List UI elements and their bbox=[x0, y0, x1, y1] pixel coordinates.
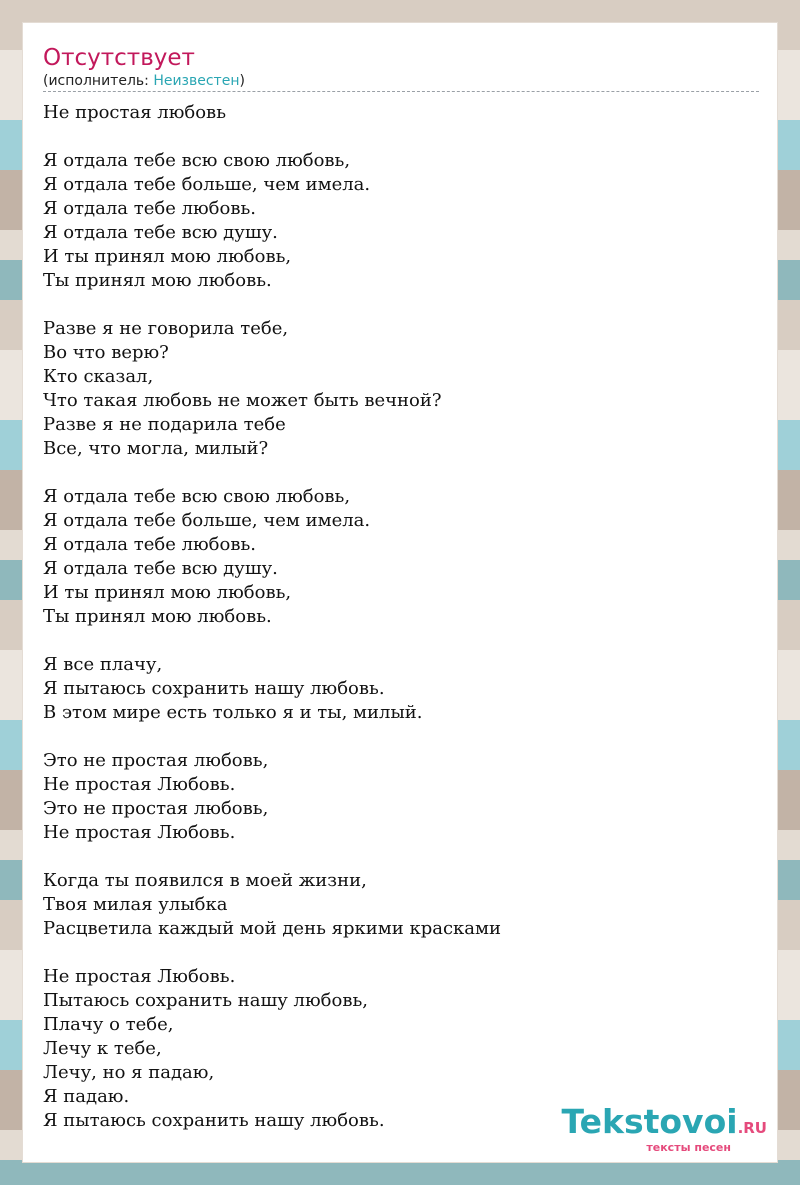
lyrics-line: Что такая любовь не может быть вечной? bbox=[43, 390, 442, 411]
lyrics-line: Не простая Любовь. bbox=[43, 822, 236, 843]
lyrics-line: Я отдала тебе больше, чем имела. bbox=[43, 510, 371, 531]
artist-suffix: ) bbox=[239, 73, 245, 89]
lyrics-blank-line bbox=[43, 293, 759, 317]
lyrics-blank-line bbox=[43, 629, 759, 653]
lyrics-text bbox=[43, 101, 759, 1133]
lyrics-line: Я отдала тебе больше, чем имела. bbox=[43, 174, 371, 195]
lyrics-line: Это не простая любовь, bbox=[43, 798, 269, 819]
lyrics-blank-line bbox=[43, 941, 759, 965]
lyrics-line: Кто сказал, bbox=[43, 366, 154, 387]
logo-tld: .RU bbox=[737, 1119, 767, 1137]
lyrics-line: Ты принял мою любовь. bbox=[43, 606, 272, 627]
lyrics-line: Разве я не говорила тебе, bbox=[43, 318, 289, 339]
lyrics-line: Я падаю. bbox=[43, 1086, 130, 1107]
lyrics-line: Твоя милая улыбка bbox=[43, 894, 228, 915]
lyrics-line: Это не простая любовь, bbox=[43, 750, 269, 771]
lyrics-line: Не простая Любовь. bbox=[43, 774, 236, 795]
lyrics-line: Расцветила каждый мой день яркими красками bbox=[43, 918, 502, 939]
lyrics-line: Лечу, но я падаю, bbox=[43, 1062, 215, 1083]
song-title: Отсутствует bbox=[43, 45, 195, 71]
lyrics-line: Я пытаюсь сохранить нашу любовь. bbox=[43, 678, 385, 699]
logo-name: Tekstovoi bbox=[561, 1102, 738, 1141]
lyrics-line: Пытаюсь сохранить нашу любовь, bbox=[43, 990, 368, 1011]
lyrics-blank-line bbox=[43, 725, 759, 749]
artist-prefix: (исполнитель: bbox=[43, 73, 154, 89]
lyrics-line: И ты принял мою любовь, bbox=[43, 246, 292, 267]
lyrics-line: Ты принял мою любовь. bbox=[43, 270, 272, 291]
lyrics-line: Я пытаюсь сохранить нашу любовь. bbox=[43, 1110, 385, 1131]
lyrics-line: Я отдала тебе любовь. bbox=[43, 534, 257, 555]
song-header bbox=[43, 43, 759, 92]
lyrics-line: Я отдала тебе всю свою любовь, bbox=[43, 150, 351, 171]
lyrics-line: Я все плачу, bbox=[43, 654, 163, 675]
lyrics-line: Все, что могла, милый? bbox=[43, 438, 269, 459]
lyrics-line: Во что верю? bbox=[43, 342, 169, 363]
lyrics-blank-line bbox=[43, 845, 759, 869]
lyrics-line: Плачу о тебе, bbox=[43, 1014, 174, 1035]
lyrics-line: Я отдала тебе любовь. bbox=[43, 198, 257, 219]
lyrics-line: Я отдала тебе всю душу. bbox=[43, 558, 278, 579]
lyrics-line: Не простая Любовь. bbox=[43, 966, 236, 987]
lyrics-line: Когда ты появился в моей жизни, bbox=[43, 870, 367, 891]
lyrics-line: И ты принял мою любовь, bbox=[43, 582, 292, 603]
lyrics-card bbox=[22, 22, 778, 1163]
lyrics-line: Я отдала тебе всю душу. bbox=[43, 222, 278, 243]
tekstovoi-logo[interactable] bbox=[561, 1102, 767, 1154]
artist-link[interactable]: Неизвестен bbox=[153, 73, 240, 89]
lyrics-line: Я отдала тебе всю свою любовь, bbox=[43, 486, 351, 507]
lyrics-line: В этом мире есть только я и ты, милый. bbox=[43, 702, 423, 723]
artist-line bbox=[43, 73, 759, 89]
lyrics-blank-line bbox=[43, 125, 759, 149]
logo-tagline: тексты песен bbox=[646, 1141, 731, 1154]
lyrics-line: Лечу к тебе, bbox=[43, 1038, 162, 1059]
lyrics-blank-line bbox=[43, 461, 759, 485]
lyrics-line: Разве я не подарила тебе bbox=[43, 414, 286, 435]
lyrics-line: Не простая любовь bbox=[43, 102, 226, 123]
